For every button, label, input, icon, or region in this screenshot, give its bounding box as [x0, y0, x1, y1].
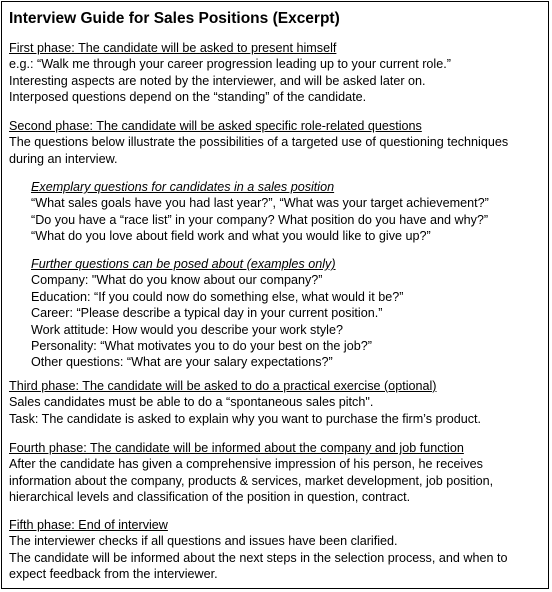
further-question: Education: “If you could now do something else, what would it be?” [31, 289, 404, 304]
further-question: Work attitude: How would you describe your work style? [31, 322, 343, 337]
phase-4-heading: Fourth phase: The candidate will be informed about the company and job function [9, 441, 464, 455]
phase-4-line: hierarchical levels and classification of the position in question, contract. [9, 490, 411, 505]
phase-1-section [9, 40, 545, 106]
further-questions-heading: Further questions can be posed about (examples only) [31, 257, 336, 271]
phase-4-line: information about the company, products & services, market development, job position, [9, 473, 494, 488]
further-question: Other questions: “What are your salary expectations?” [31, 355, 333, 370]
phase-5-heading: Fifth phase: End of interview [9, 518, 168, 532]
further-question: Company: "What do you know about our company?” [31, 273, 323, 288]
phase-4-section [9, 440, 545, 506]
phase-5-line: The interviewer checks if all questions and issues have been clarified. [9, 534, 398, 549]
exemplary-questions-block [31, 179, 489, 245]
phase-1-line: e.g.: “Walk me through your career progression leading up to your current role.” [9, 57, 451, 72]
phase-4-line: After the candidate has given a comprehensive impression of his person, he receives [9, 457, 483, 472]
phase-1-line: Interposed questions depend on the “standing” of the candidate. [9, 90, 367, 105]
phase-2-section [9, 118, 545, 167]
phase-2-line: The questions below illustrate the possibilities of a targeted use of questioning techniques [9, 135, 509, 150]
phase-1-line: Interesting aspects are noted by the interviewer, and will be asked later on. [9, 73, 426, 88]
further-questions-block [31, 256, 403, 371]
exemplary-question: “What do you love about field work and what you would like to give up?” [31, 229, 431, 244]
phase-5-section [9, 517, 545, 583]
exemplary-question: “What sales goals have you had last year?”, “What was your target achievement?” [31, 196, 489, 211]
document-title: Interview Guide for Sales Positions (Excerpt) [9, 10, 340, 27]
phase-3-section [9, 378, 545, 427]
phase-3-line: Sales candidates must be able to do a “spontaneous sales pitch". [9, 395, 374, 410]
further-question: Career: “Please describe a typical day in your current position.” [31, 306, 383, 321]
phase-2-line: during an interview. [9, 151, 118, 166]
exemplary-questions-heading: Exemplary questions for candidates in a sales position [31, 180, 335, 194]
phase-2-heading: Second phase: The candidate will be asked specific role-related questions [9, 119, 422, 133]
phase-1-heading: First phase: The candidate will be asked to present himself [9, 41, 337, 55]
phase-3-heading: Third phase: The candidate will be asked to do a practical exercise (optional) [9, 379, 437, 393]
phase-3-line: Task: The candidate is asked to explain why you want to purchase the firm’s product. [9, 411, 482, 426]
further-question: Personality: “What motivates you to do your best on the job?” [31, 339, 372, 354]
exemplary-question: “Do you have a “race list” in your company? What position do you have and why?” [31, 212, 489, 227]
phase-5-line: The candidate will be informed about the next steps in the selection process, and when to [9, 550, 508, 565]
phase-5-line: expect feedback from the interviewer. [9, 567, 218, 582]
